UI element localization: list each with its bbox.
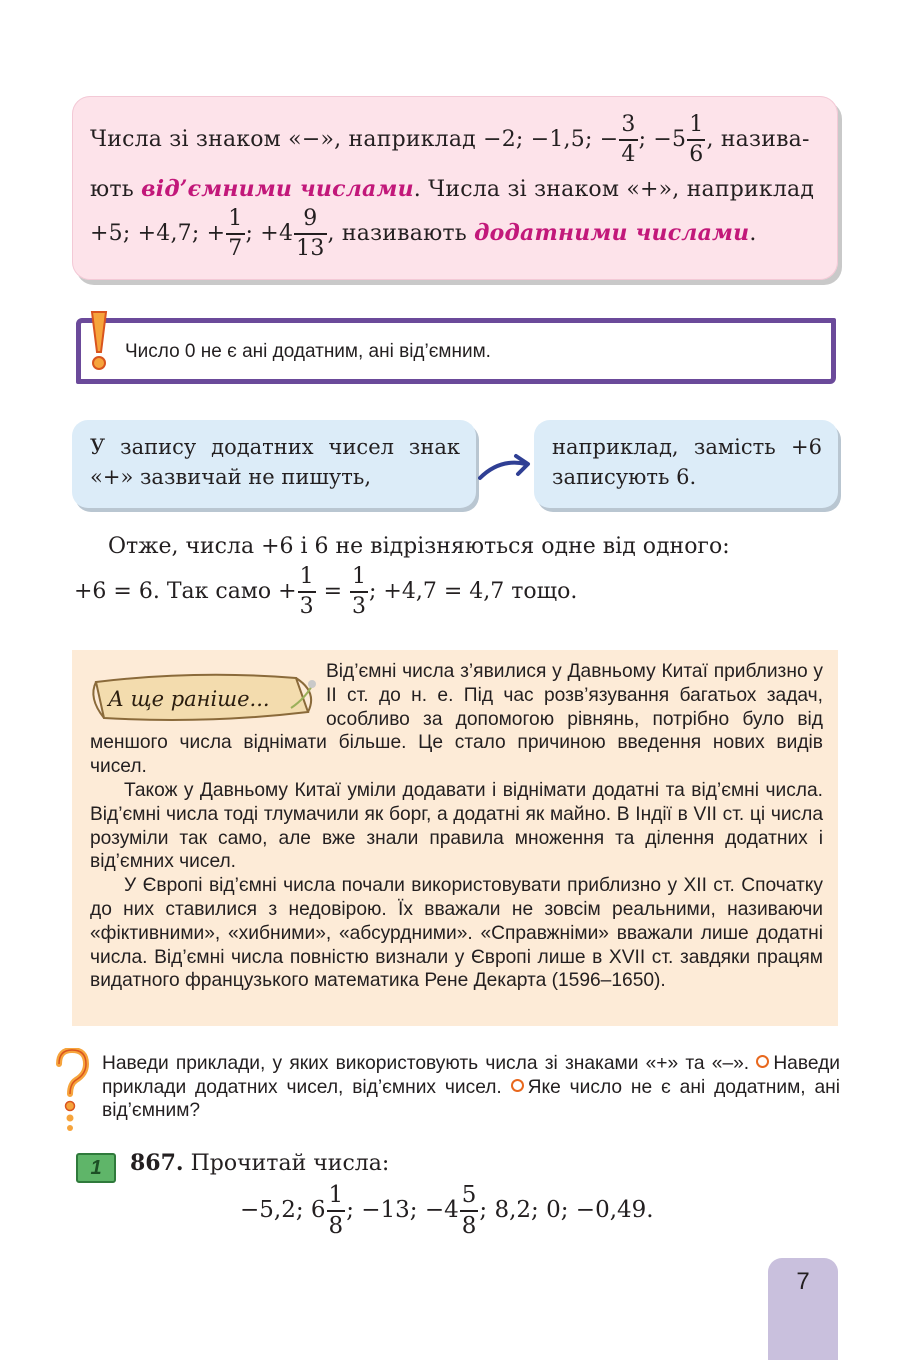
definition-line-1 — [90, 114, 810, 166]
note-box — [76, 318, 836, 384]
exercise-number: 867. — [130, 1150, 184, 1176]
definition-text: , називають — [327, 221, 475, 246]
callout-right — [534, 420, 838, 508]
definition-text: +5; +4,7; + — [90, 221, 226, 246]
definition-text: Числа зі знаком «−», наприклад −2; −1,5; − — [90, 127, 619, 152]
level-badge: 1 — [76, 1153, 116, 1183]
fraction: $\frac{1}{6}$ — [689, 112, 704, 167]
exercise-text: ; −13; −4 — [346, 1197, 459, 1223]
svg-text:А ще раніше...: А ще раніше... — [108, 687, 270, 711]
callout-right-text: наприклад, замість +6 записують 6. — [552, 435, 822, 489]
term-negative: від’ємними числами — [141, 176, 414, 202]
definition-line-2 — [90, 176, 814, 202]
questions — [102, 1052, 840, 1123]
paragraph-text: +6 = 6. Так само + — [74, 579, 297, 604]
fraction: $\frac{3}{4}$ — [621, 112, 636, 167]
fraction: $\frac{5}{8}$ — [461, 1182, 477, 1239]
exercise-title — [130, 1150, 389, 1176]
callout-left-text: У запису додатних чисел знак «+» зазвичай не пишуть, — [90, 435, 460, 489]
arrow-right-icon — [478, 452, 534, 482]
term-positive: додатними числами — [474, 220, 750, 246]
history-paragraph-2: Також у Давньому Китаї уміли додавати і віднімати додатні та від’ємні числа. Від’ємні числа тоді тлумачили як борг, а додатні як майно. В Індії в VII ст. ці числа розуміли так само, але вже знали правила множення та ділення додатних і від’ємних чисел. — [90, 779, 823, 873]
paragraph-text: = — [316, 579, 350, 604]
definition-box — [72, 96, 838, 280]
fraction: $\frac{1}{7}$ — [228, 206, 243, 261]
fraction: $\frac{1}{3}$ — [352, 564, 367, 619]
paragraph-line-2 — [74, 566, 577, 618]
history-paragraph-3: У Європі від’ємні числа почали використовувати приблизно у XII ст. Спочатку до них ставилися з недовірою. Їх вважали не зовсім реальними, називаючи «фіктивними», «хибними», «абсурдними». «Справжніми» вважали лише додатні числа. Від’ємні числа повністю визнали у Європі лише в XVII ст. завдяки працям видатного французького математика Рене Декарта (1596–1650). — [90, 875, 823, 992]
callout-left — [72, 420, 476, 508]
page-number-tab — [768, 1258, 838, 1360]
scroll-badge — [86, 668, 318, 726]
definition-line-3 — [90, 208, 757, 260]
definition-text: ; −5 — [638, 127, 687, 152]
fraction: $\frac{9}{13}$ — [296, 206, 325, 261]
fraction: $\frac{1}{8}$ — [328, 1182, 344, 1239]
definition-text: ; +4 — [245, 221, 294, 246]
note-text: Число 0 не є ані додатним, ані від’ємним. — [125, 341, 491, 362]
exercise-text: ; 8,2; 0; −0,49. — [479, 1197, 654, 1223]
history-box — [72, 650, 838, 1026]
exercise-text: Прочитай числа: — [183, 1151, 390, 1176]
definition-text: , назива- — [706, 127, 810, 152]
question-1: Наведи приклади, у яких використовують числа зі знаками «+» та «–». — [102, 1053, 750, 1074]
question-icon — [54, 1048, 90, 1134]
question-3: Яке число не є ані додатним, ані від’ємним? — [102, 1076, 840, 1121]
question-2: Наведи приклади додатних чисел, від’ємних чисел. — [102, 1053, 840, 1098]
definition-text: ють — [90, 177, 142, 202]
paragraph-line-1: Отже, числа +6 і 6 не відрізняються одне від одного: — [108, 534, 730, 559]
paragraph-text: ; +4,7 = 4,7 тощо. — [369, 579, 578, 604]
exercise-text: −5,2; 6 — [240, 1197, 326, 1223]
fraction: $\frac{1}{3}$ — [299, 564, 314, 619]
bullet-ring-icon — [511, 1079, 524, 1092]
exclamation-icon — [88, 310, 110, 372]
definition-text: . Числа зі знаком «+», наприклад — [413, 177, 815, 202]
exercise-numbers — [240, 1184, 654, 1238]
definition-text: . — [749, 221, 757, 246]
history-paragraph-1: Від’ємні числа з’явилися у Давньому Китаї приблизно у II ст. до н. е. Під час розв’язування багатьох задач, особливо за допомогою рівнянь, потрібно було від меншого числа віднімати більше. Це стало причиною введення нових видів чисел. — [90, 661, 823, 778]
bullet-ring-icon — [756, 1055, 769, 1068]
page-number: 7 — [796, 1268, 810, 1295]
